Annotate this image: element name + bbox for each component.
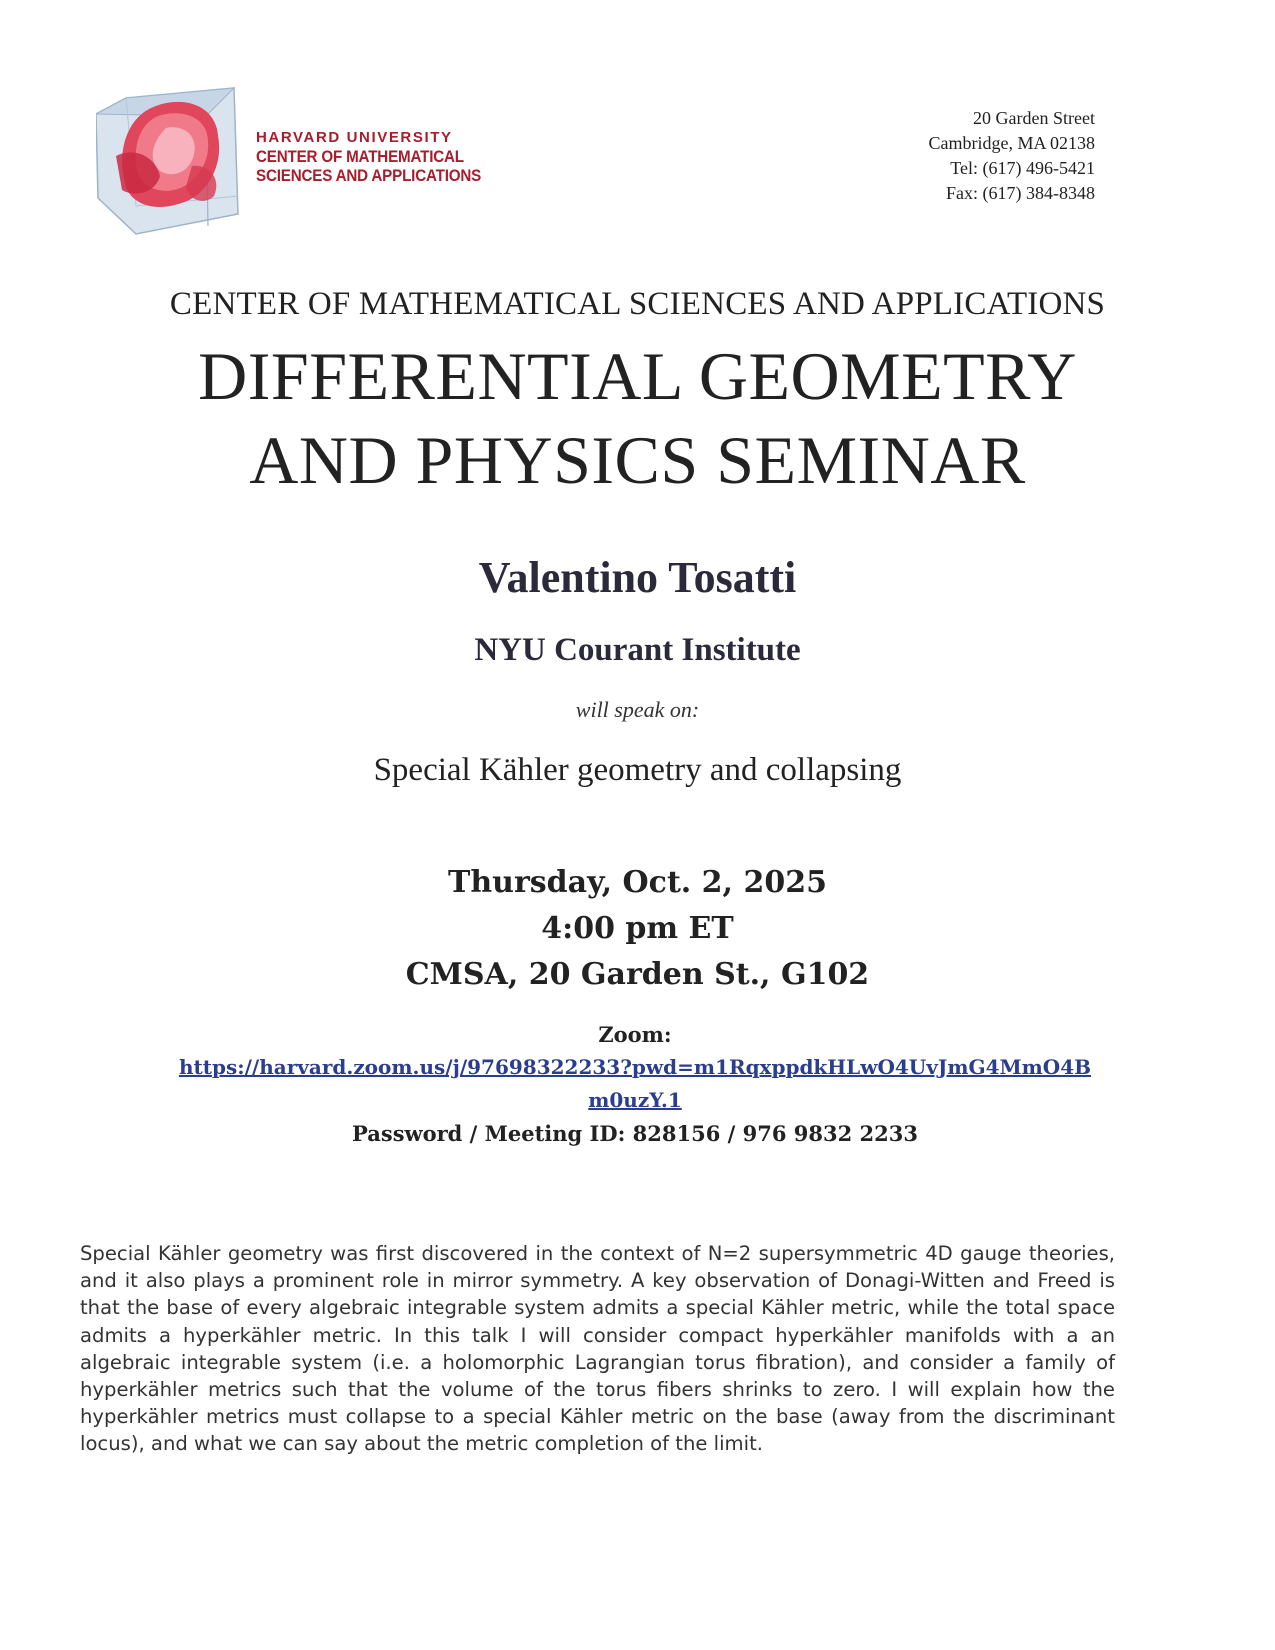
address-block — [929, 106, 1096, 206]
zoom-link-line-1: https://harvard.zoom.us/j/97698322233?pwd=m1RqxppdkHLwO4UvJmG4MmO4B — [178, 1055, 1092, 1079]
seminar-series-title — [0, 334, 1275, 502]
event-details — [0, 860, 1275, 998]
event-location: CMSA, 20 Garden St., G102 — [405, 957, 870, 992]
logo-university-name: HARVARD UNIVERSITY — [256, 129, 453, 146]
speaker-affiliation: NYU Courant Institute — [474, 632, 801, 668]
zoom-info — [80, 1018, 1190, 1150]
will-speak-label: will speak on: — [575, 697, 700, 722]
address-tel: Tel: (617) 496-5421 — [950, 158, 1095, 178]
cube-surface-logo-icon — [96, 86, 246, 236]
speaker-name: Valentino Tosatti — [478, 553, 797, 602]
zoom-label: Zoom: — [598, 1022, 672, 1047]
zoom-credentials: Password / Meeting ID: 828156 / 976 9832 2233 — [352, 1121, 918, 1146]
address-street: 20 Garden Street — [973, 108, 1095, 128]
series-title-line-1: DIFFERENTIAL GEOMETRY — [198, 338, 1077, 414]
zoom-link[interactable] — [80, 1051, 1190, 1117]
logo-line-2: SCIENCES AND APPLICATIONS — [256, 166, 482, 185]
zoom-link-line-2: m0uzY.1 — [588, 1088, 682, 1112]
cmsa-logo — [96, 86, 482, 236]
address-fax: Fax: (617) 384-8348 — [946, 183, 1095, 203]
talk-title: Special Kähler geometry and collapsing — [373, 752, 902, 788]
event-date: Thursday, Oct. 2, 2025 — [448, 865, 827, 900]
logo-line-1: CENTER OF MATHEMATICAL — [256, 148, 464, 166]
series-title-line-2: AND PHYSICS SEMINAR — [249, 422, 1026, 498]
event-time: 4:00 pm ET — [541, 911, 734, 946]
address-city: Cambridge, MA 02138 — [928, 133, 1095, 153]
center-name-heading: CENTER OF MATHEMATICAL SCIENCES AND APPLICATIONS — [169, 286, 1106, 322]
talk-abstract: Special Kähler geometry was first discovered in the context of N=2 supersymmetric 4D gauge theories, and it also plays a prominent role in mirror symmetry. A key observation of Donagi-Witten and Freed is that the base of every algebraic integrable system admits a special Kähler metric, while the total space admits a hyperkähler metric. In this talk I will consider compact hyperkähler manifolds with a an algebraic integrable system (i.e. a holomorphic Lagrangian torus fibration), and consider a family of hyperkähler metrics such that the volume of the torus fibers shrinks to zero. I will explain how the hyperkähler metrics must collapse to a special Kähler metric on the base (away from the discriminant locus), and what we can say about the metric completion of the limit. — [80, 1242, 1115, 1456]
